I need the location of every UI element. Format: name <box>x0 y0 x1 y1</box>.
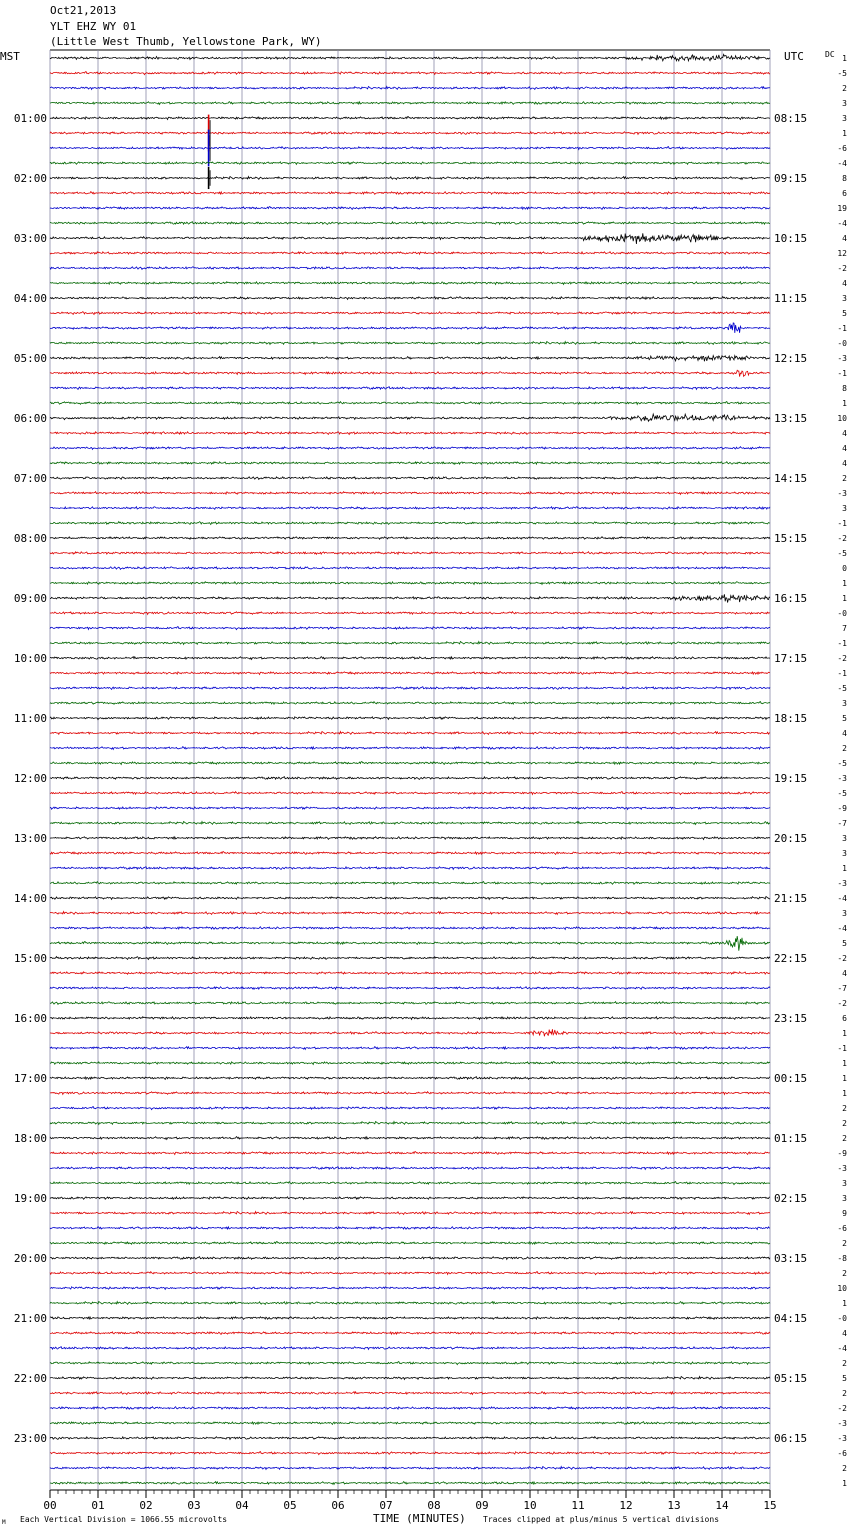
x-tick-label: 13 <box>667 1499 681 1512</box>
left-hour-label: 06:00 <box>13 412 47 425</box>
x-tick-label: 05 <box>283 1499 297 1512</box>
dc-offset-value: -1 <box>837 1044 847 1053</box>
dc-offset-value: 3 <box>842 1194 847 1203</box>
dc-offset-value: -2 <box>837 654 847 663</box>
right-hour-label: 17:15 <box>774 652 808 665</box>
trace-row <box>50 867 770 870</box>
dc-offset-value: -4 <box>837 1344 847 1353</box>
dc-offset-value: 2 <box>842 1119 847 1128</box>
dc-offset-value: -4 <box>837 159 847 168</box>
right-hour-label: 08:15 <box>774 112 808 125</box>
x-tick-label: 07 <box>379 1499 393 1512</box>
dc-offset-value: 7 <box>842 624 847 633</box>
right-hour-label: 04:15 <box>774 1312 808 1325</box>
dc-offset-value: 3 <box>842 114 847 123</box>
trace-row <box>50 222 770 225</box>
left-hour-label: 15:00 <box>13 952 47 965</box>
trace-row <box>50 987 770 990</box>
dc-offset-value: 1 <box>842 1074 847 1083</box>
dc-offset-value: 2 <box>842 1359 847 1368</box>
dc-offset-value: 4 <box>842 1329 847 1338</box>
trace-row <box>50 1452 770 1455</box>
left-hour-label: 01:00 <box>13 112 47 125</box>
left-hour-label: 10:00 <box>13 652 47 665</box>
dc-offset-value: 3 <box>842 294 847 303</box>
dc-offset-value: -5 <box>837 684 847 693</box>
dc-offset-value: -3 <box>837 879 847 888</box>
dc-offset-value: -2 <box>837 264 847 273</box>
dc-offset-value: -6 <box>837 1449 847 1458</box>
trace-row <box>50 1377 770 1380</box>
trace-row <box>50 747 770 750</box>
x-tick-label: 04 <box>235 1499 249 1512</box>
x-tick-label: 11 <box>571 1499 585 1512</box>
dc-offset-value: -1 <box>837 324 847 333</box>
dc-offset-value: -3 <box>837 489 847 498</box>
trace-row <box>50 897 770 900</box>
trace-row <box>50 297 770 300</box>
dc-offset-value: 12 <box>837 249 847 258</box>
dc-offset-value: 2 <box>842 1239 847 1248</box>
left-hour-label: 04:00 <box>13 292 47 305</box>
right-hour-label: 05:15 <box>774 1372 808 1385</box>
trace-row <box>50 1227 770 1230</box>
trace-row <box>50 717 770 720</box>
right-hour-label: 09:15 <box>774 172 808 185</box>
left-hour-label: 16:00 <box>13 1012 47 1025</box>
dc-offset-value: -2 <box>837 999 847 1008</box>
dc-offset-value: 1 <box>842 1479 847 1488</box>
dc-offset-value: -4 <box>837 894 847 903</box>
right-hour-label: 16:15 <box>774 592 808 605</box>
right-hour-label: 15:15 <box>774 532 808 545</box>
x-tick-label: 14 <box>715 1499 729 1512</box>
dc-offset-value: -5 <box>837 69 847 78</box>
right-hour-label: 20:15 <box>774 832 808 845</box>
trace-row <box>50 1047 770 1050</box>
trace-row <box>50 342 770 345</box>
dc-offset-value: 8 <box>842 384 847 393</box>
dc-offset-value: -2 <box>837 954 847 963</box>
trace-row <box>50 777 770 780</box>
dc-offset-value: 4 <box>842 729 847 738</box>
dc-offset-value: -2 <box>837 1404 847 1413</box>
dc-offset-value: 10 <box>837 414 847 423</box>
dc-offset-value: 6 <box>842 189 847 198</box>
dc-offset-value: 3 <box>842 99 847 108</box>
trace-row <box>50 882 770 885</box>
dc-offset-value: -4 <box>837 219 847 228</box>
x-tick-label: 03 <box>187 1499 201 1512</box>
trace-row <box>50 1392 770 1395</box>
left-hour-label: 09:00 <box>13 592 47 605</box>
left-hour-label: 11:00 <box>13 712 47 725</box>
trace-row <box>50 1197 770 1200</box>
dc-offset-value: 1 <box>842 579 847 588</box>
dc-offset-value: -0 <box>837 609 847 618</box>
trace-row <box>50 837 770 840</box>
trace-row <box>50 87 770 90</box>
right-hour-label: 13:15 <box>774 412 808 425</box>
x-tick-label: 12 <box>619 1499 633 1512</box>
trace-row <box>50 807 770 810</box>
dc-offset-value: 1 <box>842 1059 847 1068</box>
right-hour-label: 00:15 <box>774 1072 808 1085</box>
trace-row <box>50 1092 770 1095</box>
dc-offset-value: 4 <box>842 234 847 243</box>
dc-offset-value: 2 <box>842 744 847 753</box>
left-hour-label: 12:00 <box>13 772 47 785</box>
dc-offset-value: -2 <box>837 534 847 543</box>
trace-row <box>50 582 770 585</box>
trace-row <box>50 552 770 555</box>
dc-offset-value: 3 <box>842 1179 847 1188</box>
left-hour-label: 22:00 <box>13 1372 47 1385</box>
dc-offset-value: -3 <box>837 1419 847 1428</box>
trace-row <box>50 162 770 165</box>
right-hour-label: 12:15 <box>774 352 808 365</box>
dc-offset-value: 2 <box>842 84 847 93</box>
dc-offset-value: 1 <box>842 1089 847 1098</box>
dc-offset-value: 3 <box>842 504 847 513</box>
trace-row <box>50 72 770 75</box>
dc-offset-value: -1 <box>837 639 847 648</box>
trace-row <box>50 1272 770 1275</box>
dc-offset-value: 2 <box>842 1134 847 1143</box>
trace-row <box>50 1017 770 1020</box>
dc-offset-value: 0 <box>842 564 847 573</box>
trace-row <box>50 1167 770 1170</box>
trace-row <box>50 1422 770 1425</box>
trace-row <box>50 912 770 915</box>
left-hour-label: 17:00 <box>13 1072 47 1085</box>
dc-offset-value: 3 <box>842 699 847 708</box>
left-hour-label: 20:00 <box>13 1252 47 1265</box>
trace-row <box>50 972 770 975</box>
dc-offset-value: -4 <box>837 924 847 933</box>
x-axis-label: TIME (MINUTES) <box>373 1512 466 1525</box>
right-hour-label: 11:15 <box>774 292 808 305</box>
trace-row <box>50 1077 770 1080</box>
trace-row <box>50 1317 770 1320</box>
dc-offset-value: 9 <box>842 1209 847 1218</box>
trace-row <box>50 1287 770 1290</box>
trace-row <box>50 387 770 390</box>
dc-offset-value: -5 <box>837 789 847 798</box>
trace-row <box>50 594 770 602</box>
dc-offset-value: 19 <box>837 204 847 213</box>
trace-row <box>50 1002 770 1005</box>
x-tick-label: 09 <box>475 1499 489 1512</box>
trace-row <box>50 356 770 362</box>
trace-row <box>50 132 770 135</box>
dc-offset-value: 1 <box>842 864 847 873</box>
chart-location: (Little West Thumb, Yellowstone Park, WY) <box>50 35 322 48</box>
trace-row <box>50 1362 770 1365</box>
trace-row <box>50 1347 770 1350</box>
dc-offset-value: -9 <box>837 804 847 813</box>
left-hour-label: 03:00 <box>13 232 47 245</box>
trace-row <box>50 207 770 210</box>
trace-row <box>50 672 770 675</box>
dc-offset-value: 8 <box>842 174 847 183</box>
dc-offset-value: 1 <box>842 1299 847 1308</box>
trace-row <box>50 282 770 285</box>
trace-row <box>50 432 770 435</box>
chart-date: Oct21,2013 <box>50 4 117 17</box>
x-tick-label: 08 <box>427 1499 441 1512</box>
dc-offset-value: 4 <box>842 969 847 978</box>
trace-row <box>50 612 770 615</box>
left-hour-label: 14:00 <box>13 892 47 905</box>
trace-row <box>50 192 770 195</box>
dc-offset-value: 2 <box>842 1269 847 1278</box>
trace-row <box>50 1029 770 1036</box>
dc-offset-value: -0 <box>837 339 847 348</box>
dc-offset-value: -0 <box>837 1314 847 1323</box>
dc-offset-value: -1 <box>837 369 847 378</box>
dc-offset-value: 10 <box>837 1284 847 1293</box>
trace-row <box>50 1467 770 1470</box>
trace-row <box>50 177 770 180</box>
dc-offset-value: 4 <box>842 459 847 468</box>
dc-offset-value: 1 <box>842 399 847 408</box>
dc-offset-value: 5 <box>842 1374 847 1383</box>
trace-row <box>50 1137 770 1140</box>
trace-row <box>50 54 770 61</box>
dc-offset-value: 3 <box>842 834 847 843</box>
trace-row <box>50 252 770 255</box>
trace-row <box>50 657 770 660</box>
left-hour-label: 08:00 <box>13 532 47 545</box>
right-hour-label: 02:15 <box>774 1192 808 1205</box>
trace-row <box>50 822 770 825</box>
trace-row <box>50 1332 770 1335</box>
dc-offset-value: 1 <box>842 594 847 603</box>
right-hour-label: 19:15 <box>774 772 808 785</box>
x-tick-label: 01 <box>91 1499 105 1512</box>
dc-offset-value: 5 <box>842 714 847 723</box>
trace-row <box>50 1152 770 1155</box>
trace-row <box>50 323 770 333</box>
x-tick-label: 00 <box>43 1499 57 1512</box>
trace-row <box>50 1062 770 1065</box>
right-hour-label: 21:15 <box>774 892 808 905</box>
dc-offset-value: -3 <box>837 354 847 363</box>
dc-offset-value: 1 <box>842 1029 847 1038</box>
trace-row <box>50 477 770 480</box>
trace-row <box>50 567 770 570</box>
left-hour-label: 02:00 <box>13 172 47 185</box>
left-hour-label: 19:00 <box>13 1192 47 1205</box>
dc-offset-value: -7 <box>837 984 847 993</box>
trace-row <box>50 702 770 705</box>
trace-row <box>50 792 770 795</box>
trace-row <box>50 1482 770 1485</box>
dc-offset-value: -3 <box>837 774 847 783</box>
dc-offset-value: -5 <box>837 549 847 558</box>
trace-row <box>50 147 770 150</box>
dc-offset-value: 1 <box>842 54 847 63</box>
right-hour-label: 03:15 <box>774 1252 808 1265</box>
dc-offset-value: 2 <box>842 474 847 483</box>
trace-row <box>50 402 770 405</box>
dc-offset-value: 5 <box>842 939 847 948</box>
dc-offset-value: -3 <box>837 1164 847 1173</box>
dc-offset-value: 6 <box>842 1014 847 1023</box>
trace-row <box>50 117 770 120</box>
trace-row <box>50 852 770 855</box>
dc-offset-value: -1 <box>837 669 847 678</box>
clip-note: Traces clipped at plus/minus 5 vertical divisions <box>483 1515 720 1524</box>
trace-row <box>50 522 770 525</box>
dc-offset-value: -6 <box>837 1224 847 1233</box>
right-hour-label: 18:15 <box>774 712 808 725</box>
right-hour-label: 01:15 <box>774 1132 808 1145</box>
dc-offset-value: -9 <box>837 1149 847 1158</box>
dc-offset-value: 3 <box>842 849 847 858</box>
trace-row <box>50 1107 770 1110</box>
dc-offset-header: DC <box>825 50 835 59</box>
trace-row <box>50 927 770 930</box>
dc-offset-value: 3 <box>842 909 847 918</box>
dc-offset-value: 5 <box>842 309 847 318</box>
trace-row <box>50 312 770 315</box>
trace-row <box>50 492 770 495</box>
trace-row <box>50 687 770 690</box>
trace-row <box>50 732 770 735</box>
trace-row <box>50 1182 770 1185</box>
trace-row <box>50 102 770 105</box>
trace-row <box>50 507 770 510</box>
left-hour-label: 18:00 <box>13 1132 47 1145</box>
dc-offset-value: 4 <box>842 444 847 453</box>
corner-mark: M <box>2 1519 6 1526</box>
trace-row <box>50 936 770 951</box>
right-hour-label: 06:15 <box>774 1432 808 1445</box>
trace-row <box>50 447 770 450</box>
dc-offset-value: -7 <box>837 819 847 828</box>
x-tick-label: 10 <box>523 1499 537 1512</box>
trace-row <box>50 1242 770 1245</box>
right-hour-label: 10:15 <box>774 232 808 245</box>
left-hour-label: 13:00 <box>13 832 47 845</box>
trace-row <box>50 267 770 270</box>
trace-row <box>50 762 770 765</box>
right-timezone-label: UTC <box>784 50 804 63</box>
left-timezone-label: MST <box>0 50 20 63</box>
left-hour-label: 23:00 <box>13 1432 47 1445</box>
chart-station: YLT EHZ WY 01 <box>50 20 137 33</box>
trace-row <box>50 462 770 465</box>
left-hour-label: 07:00 <box>13 472 47 485</box>
trace-row <box>50 414 770 421</box>
dc-offset-value: -1 <box>837 519 847 528</box>
trace-row <box>50 233 770 244</box>
right-hour-label: 14:15 <box>774 472 808 485</box>
right-hour-label: 23:15 <box>774 1012 808 1025</box>
trace-row <box>50 1257 770 1260</box>
dc-offset-value: 4 <box>842 279 847 288</box>
trace-row <box>50 627 770 630</box>
dc-offset-value: 2 <box>842 1104 847 1113</box>
trace-row <box>50 1437 770 1440</box>
trace-row <box>50 957 770 960</box>
dc-offset-value: -5 <box>837 759 847 768</box>
dc-offset-value: -6 <box>837 144 847 153</box>
trace-row <box>50 1302 770 1305</box>
trace-row <box>50 1407 770 1410</box>
trace-row <box>50 1122 770 1125</box>
trace-row <box>50 642 770 645</box>
dc-offset-value: 1 <box>842 129 847 138</box>
dc-offset-value: 4 <box>842 429 847 438</box>
left-hour-label: 05:00 <box>13 352 47 365</box>
dc-offset-value: 2 <box>842 1389 847 1398</box>
dc-offset-value: 2 <box>842 1464 847 1473</box>
left-hour-label: 21:00 <box>13 1312 47 1325</box>
dc-offset-value: -8 <box>837 1254 847 1263</box>
x-tick-label: 02 <box>139 1499 153 1512</box>
right-hour-label: 22:15 <box>774 952 808 965</box>
dc-offset-value: -3 <box>837 1434 847 1443</box>
trace-row <box>50 1212 770 1215</box>
trace-row <box>50 370 770 376</box>
scale-note: Each Vertical Division = 1066.55 microvolts <box>20 1515 228 1524</box>
x-tick-label: 15 <box>763 1499 777 1512</box>
trace-row <box>50 537 770 540</box>
x-tick-label: 06 <box>331 1499 345 1512</box>
